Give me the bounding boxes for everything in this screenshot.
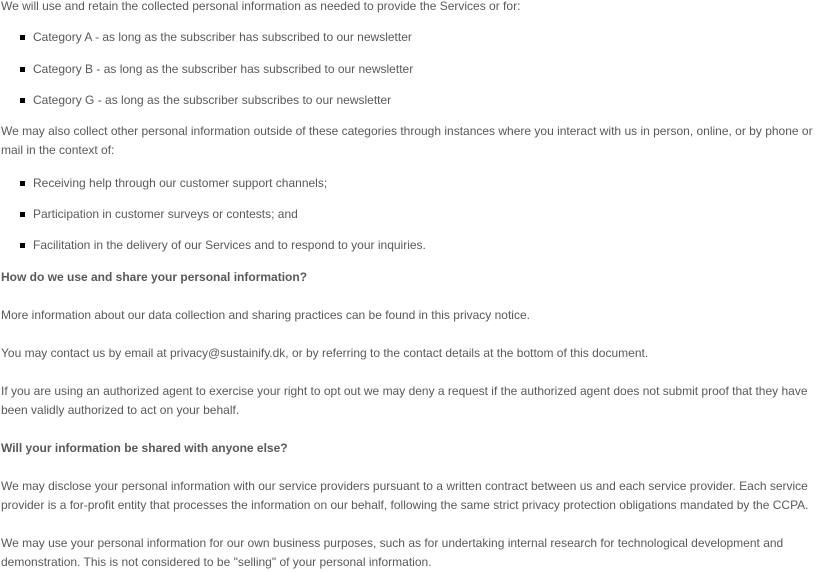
use-share-paragraph-2: You may contact us by email at privacy@sustainify.dk, or by referring to the contact details at the bottom of this document. bbox=[1, 346, 649, 360]
use-share-heading: How do we use and share your personal information? bbox=[1, 270, 308, 284]
use-share-paragraph-1: More information about our data collection and sharing practices can be found in this privacy notice. bbox=[1, 308, 530, 322]
retention-intro: We will use and retain the collected personal information as needed to provide the Services or for: bbox=[1, 0, 521, 13]
shared-paragraph-2: We may use your personal information for our own business purposes, such as for undertaking internal research for technological development and demonstration. This is not considered to be "selling" of your personal information. bbox=[1, 536, 784, 569]
use-share-paragraph-3: If you are using an authorized agent to exercise your right to opt out we may deny a request if the authorized agent does not submit proof that they have been validly authorized to act on your behalf. bbox=[1, 384, 808, 417]
shared-paragraph-1: We may disclose your personal information with our service providers pursuant to a written contract between us and each service provider. Each service provider is a for-profit entity that processes the information on our behalf, following the same strict privacy protection obligations mandated by the CCPA. bbox=[1, 479, 809, 512]
retention-item-category-b: Category B - as long as the subscriber has subscribed to our newsletter bbox=[20, 60, 413, 79]
shared-heading: Will your information be shared with anyone else? bbox=[1, 441, 288, 455]
retention-item-category-a: Category A - as long as the subscriber has subscribed to our newsletter bbox=[20, 28, 412, 47]
retention-item-category-g: Category G - as long as the subscriber subscribes to our newsletter bbox=[20, 91, 391, 110]
other-collection-item-services: Facilitation in the delivery of our Services and to respond to your inquiries. bbox=[20, 236, 426, 255]
other-collection-item-support: Receiving help through our customer support channels; bbox=[20, 174, 327, 193]
other-collection-item-surveys: Participation in customer surveys or contests; and bbox=[20, 205, 298, 224]
other-collection-intro: We may also collect other personal information outside of these categories through instances where you interact with us in person, online, or by phone or mail in the context of: bbox=[1, 124, 813, 157]
